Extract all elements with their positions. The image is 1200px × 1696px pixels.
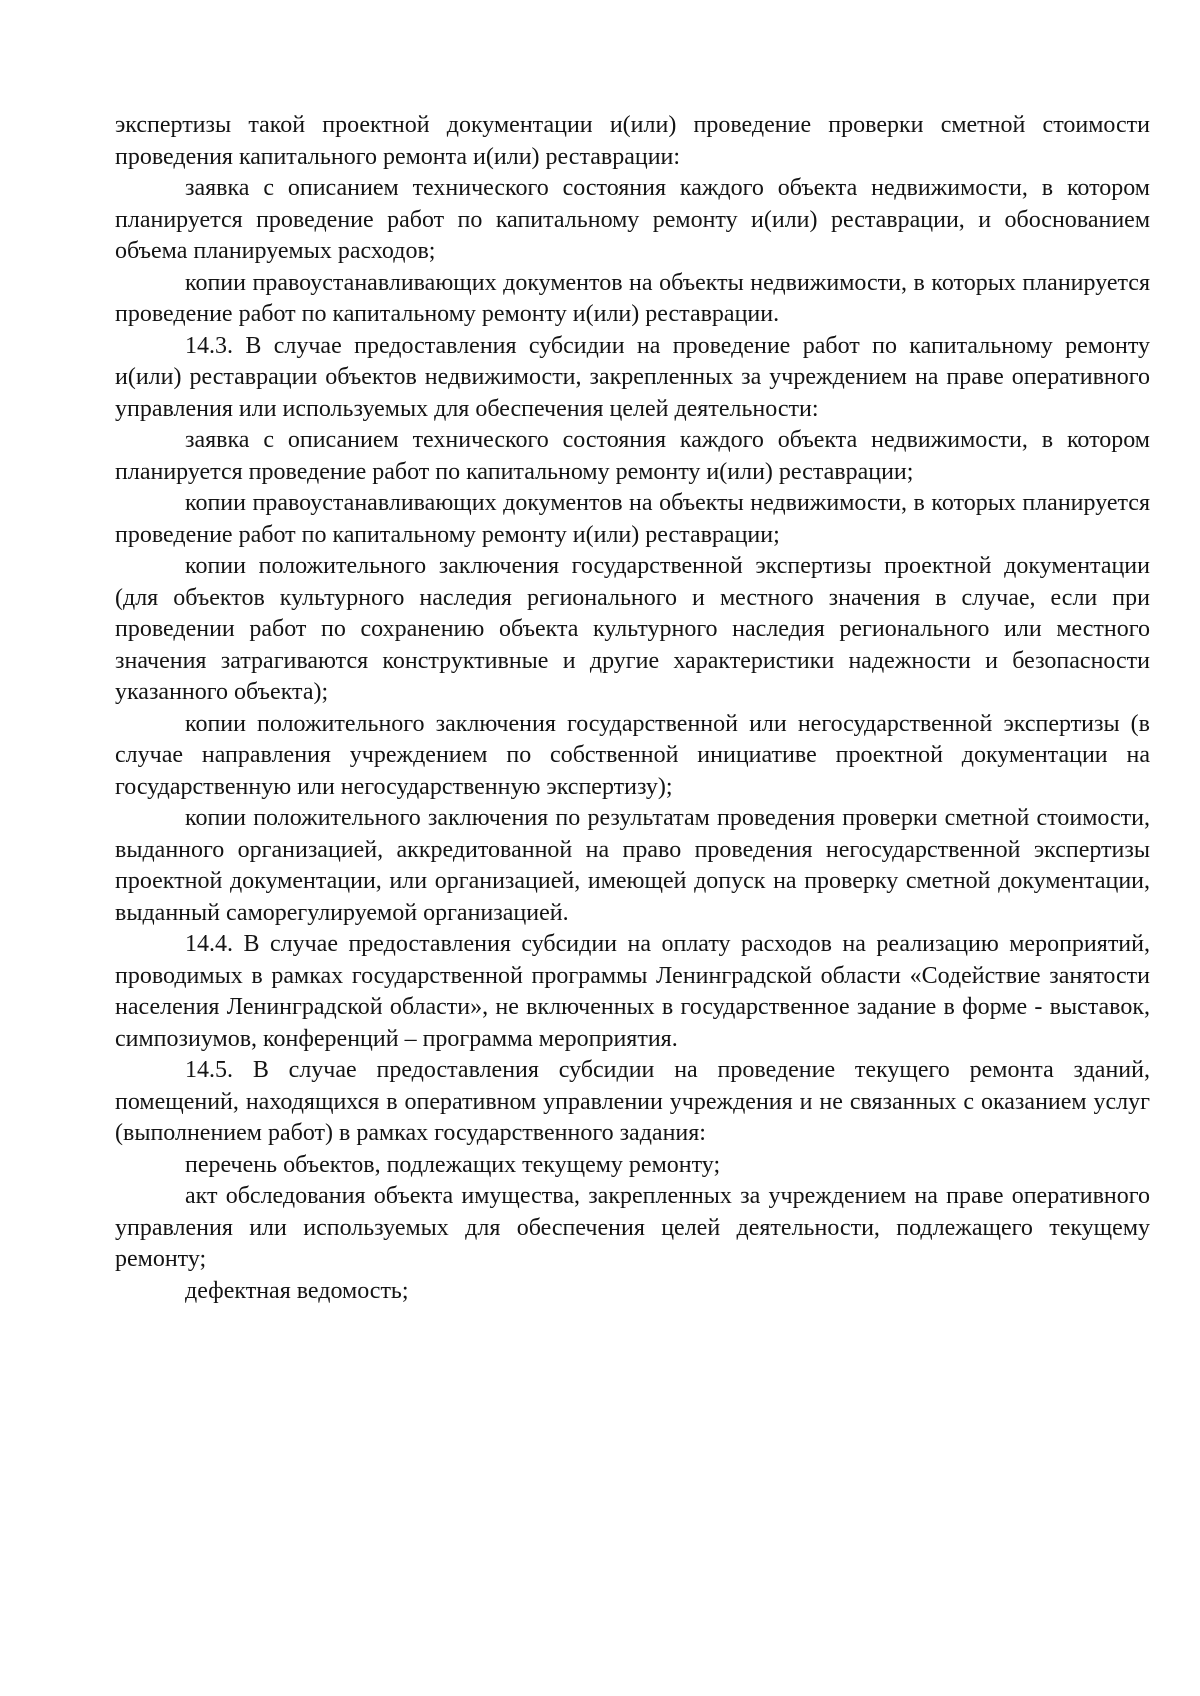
paragraph-14-5: 14.5. В случае предоставления субсидии на проведение текущего ремонта зданий, помещений, находящихся в оперативном управлении учреждения и не связанных с оказанием услуг (выполнением работ) в рамках государственного задания: — [115, 1057, 1150, 1146]
paragraph-nonstate-expertise-copies: копии положительного заключения государственной или негосударственной экспертизы (в случае направления учреждением по собственной инициативе проектной документации на государственную или негосударственную экспертизу); — [115, 710, 1150, 800]
paragraph-estimate-check-copies: копии положительного заключения по результатам проведения проверки сметной стоимости, выданного организацией, аккредитованной на право проведения негосударственной экспертизы проектной документации, или организацией, имеющей допуск на проверку сметной документации, выданный саморегулируемой организацией. — [115, 805, 1150, 926]
paragraph-14-3: 14.3. В случае предоставления субсидии на проведение работ по капитальному ремонту и(или) реставрации объектов недвижимости, закрепленных за учреждением на праве оперативного управления или используемых для обеспечения целей деятельности: — [115, 332, 1150, 422]
paragraph-title-documents-copies: копии правоустанавливающих документов на объекты недвижимости, в которых планируется проведение работ по капитальному ремонту и(или) реставрации. — [115, 269, 1150, 327]
paragraph-application-technical-state: заявка с описанием технического состояния каждого объекта недвижимости, в котором планируется проведение работ по капитальному ремонту и(или) реставрации, и обоснованием объема планируемых расходов; — [115, 175, 1150, 264]
paragraph-14-4: 14.4. В случае предоставления субсидии на оплату расходов на реализацию мероприятий, проводимых в рамках государственной программы Ленинградской области «Содействие занятости населения Ленинградской области», не включенных в государственное задание в форме - выставок, симпозиумов, конференций – программа мероприятия. — [115, 931, 1150, 1052]
paragraph-objects-list: перечень объектов, подлежащих текущему ремонту; — [185, 1151, 721, 1178]
document-body — [115, 110, 1150, 1307]
paragraph-inspection-act: акт обследования объекта имущества, закрепленных за учреждением на праве оперативного управления или используемых для обеспечения целей деятельности, подлежащего текущему ремонту; — [115, 1183, 1150, 1272]
paragraph-state-expertise-copies: копии положительного заключения государственной экспертизы проектной документации (для объектов культурного наследия регионального и местного значения в случае, если при проведении работ по сохранению объекта культурного наследия регионального или местного значения затрагиваются конструктивные и другие характеристики надежности и безопасности указанного объекта); — [115, 553, 1150, 705]
paragraph-application-technical-state-2: заявка с описанием технического состояния каждого объекта недвижимости, в котором планируется проведение работ по капитальному ремонту и(или) реставрации; — [115, 427, 1150, 485]
paragraph-continuation: экспертизы такой проектной документации и(или) проведение проверки сметной стоимости проведения капитального ремонта и(или) реставрации: — [115, 112, 1150, 170]
paragraph-defect-list: дефектная ведомость; — [185, 1277, 409, 1304]
paragraph-title-documents-copies-2: копии правоустанавливающих документов на объекты недвижимости, в которых планируется проведение работ по капитальному ремонту и(или) реставрации; — [115, 490, 1150, 548]
